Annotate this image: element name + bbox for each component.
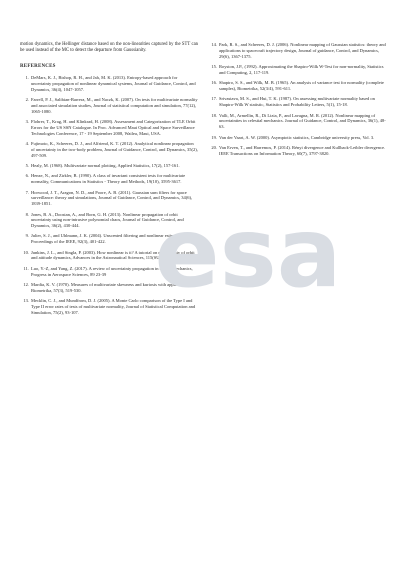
reference-item	[20, 75, 198, 92]
reference-number: 16.	[211, 80, 217, 86]
reference-number: 2.	[25, 96, 29, 102]
reference-number: 18.	[211, 112, 217, 118]
reference-text: Horwood, J. T., Aragon, N. D., and Poore, A. B. (2011). Gaussian sum filters for space surveillance: theory and simulations, Journal of Guidance, Control, and Dynamics, 34(6), 1839-1851.	[31, 189, 193, 207]
reference-text: Park, R. S., and Scheeres, D. J. (2006). Nonlinear mapping of Gaussian statistics: theory and applications to spacecraft trajectory design, Journal of guidance, Control, and Dynamics, 29(6), 1367-1375.	[219, 42, 386, 59]
reference-text: Healy, M. (1968). Multivariate normal plotting, Applied Statistics, 17(2), 157-161.	[31, 162, 180, 168]
reference-text: Luo, Y.-Z, and Yang, Z. (2017). A review of uncertainty propagation in orbital mechanics, Progress in Aerospace Sciences, 89 23-39	[31, 265, 193, 277]
reference-number: 9.	[25, 233, 29, 239]
reference-number: 5.	[25, 162, 29, 168]
reference-number: 8.	[25, 211, 29, 217]
references-heading: REFERENCES	[20, 64, 56, 69]
reference-number: 1.	[25, 75, 29, 80]
reference-number: 4.	[25, 140, 29, 146]
reference-item	[20, 141, 198, 158]
reference-text: Henze, N., and Zirkler, B. (1990). A class of invariant consistent tests for multivariate normality, Communications in Statistics - Theory and Methods, 19(10), 3595-3617.	[31, 173, 186, 185]
reference-item	[20, 233, 198, 245]
reference-list-left	[20, 75, 198, 316]
reference-number: 3.	[25, 118, 29, 124]
reference-number: 10.	[23, 249, 29, 255]
reference-item	[208, 135, 386, 141]
reference-number: 15.	[211, 63, 217, 69]
reference-text: Van Erven, T., and Harremos, P. (2014). Rényi divergence and Kullback-Leibler divergence. IEEE Transactions on Information Theory, 60(7), 3797-3820.	[219, 144, 386, 156]
reference-item	[208, 42, 386, 59]
reference-text: Flohrer, T., Krag, H. and Klinkrad, H. (2008). Assessment and Categorization of TLE Orbit Errors for the US SSN Catalogue. In Proc. Advanced Maui Optical and Space Surveillance Technologies Conference, 17 - 19 September 2008, Wailea, Maui, USA.	[31, 118, 196, 136]
reference-number: 11.	[23, 265, 29, 271]
reference-number: 20.	[211, 144, 217, 150]
reference-item	[20, 250, 198, 262]
reference-item	[208, 64, 386, 76]
reference-text: Royston, J.P., (1992). Approximating the Shapiro-Wilk W-Test for non-normality, Statistics and Computing, 2, 117-119.	[219, 63, 384, 75]
reference-text: Jones, B. A., Doostan, A., and Born, G. H. (2013). Nonlinear propagation of orbit uncertainty using non-intrusive polynomial chaos, Journal of Guidance, Control, and Dynamics, 36(2), 430-444.	[31, 211, 184, 229]
reference-item	[208, 96, 386, 108]
reference-text: Valli, M., Armellin, R., Di Lizia, P., and Lavagna, M. R. (2012). Nonlinear mapping of uncertainties in celestial mechanics. Journal of Guidance, Control, and Dynamics, 36(1), 48-63.	[219, 112, 386, 130]
reference-text: Shapiro, S. S., and Wilk, M. B. (1965). An analysis of variance test for normality (complete samples), Biometrika, 52(3/4), 591-611.	[219, 80, 384, 91]
reference-item	[20, 190, 198, 207]
reference-list-right	[208, 42, 386, 157]
reference-item	[208, 145, 386, 157]
reference-item	[208, 113, 386, 130]
reference-item	[20, 163, 198, 169]
reference-text: Julier, S. J., and Uhlmann, J. K. (2004). Unscented filtering and nonlinear estimation, Proceedings of the IEEE, 92(3), 401-422.	[31, 233, 185, 245]
intro-paragraph: motion dynamics, the Hellinger distance based on the non-linearities captured by the STT can be used instead of the MC to detect the departure from Gaussianity.	[20, 42, 198, 53]
reference-item	[20, 282, 198, 294]
reference-item	[20, 173, 198, 185]
right-column	[208, 42, 386, 161]
left-column	[20, 42, 198, 320]
reference-text: Junkins, J. L., and Singla, P. (2003). How nonlinear is it? A tutorial on nonlinearity of orbit and attitude dynamics, Advances in the Astronautical Sciences, 115(SUPPL.), 1-45.	[31, 249, 195, 261]
reference-text: Fujimoto, K., Scheeres, D. J., and Alfriend, K. T. (2012). Analytical nonlinear propagation of uncertainty in the two-body problem, Journal of Guidance, Control, and Dynamics, 35(2), 497-509.	[31, 140, 198, 158]
reference-item	[20, 119, 198, 136]
reference-number: 17.	[211, 96, 217, 102]
reference-text: Farrell, P. J., Salibian-Barrera, M., and Naczk, K. (2007). On tests for multivariate normality and associated simulation studies, Journal of statistical computation and simulation, 77(12), 1065-1080.	[31, 96, 198, 114]
reference-number: 19.	[211, 134, 217, 140]
reference-text: DeMars, K. J., Bishop, R. H., and Jah, M. K. (2013). Entropy-based approach for uncertainty propagation of nonlinear dynamical systems, Journal of Guidance, Control, and Dynamics, 36(4), 1047-1057.	[31, 75, 196, 92]
reference-text: Srivastava, M. S., and Hui, T. K. (1987). On assessing multivariate normality based on Shapiro-Wilk W statistic, Statistics and Probability Letters, 5(1), 15-18.	[219, 96, 375, 108]
reference-item	[20, 266, 198, 278]
reference-item	[208, 80, 386, 92]
reference-item	[20, 298, 198, 315]
reference-number: 12.	[23, 282, 29, 288]
reference-text: Van der Vaart, A. W. (2000). Asymptotic statistics, Cambridge university press, Vol. 3.	[219, 134, 375, 140]
reference-number: 6.	[25, 173, 29, 179]
reference-item	[20, 97, 198, 114]
reference-number: 14.	[211, 42, 217, 47]
reference-text: Mardia, K. V. (1970). Measures of multivariate skewness and kurtosis with applications, Biometrika, 57(3), 519-530.	[31, 282, 191, 293]
reference-item	[20, 212, 198, 229]
reference-number: 13.	[23, 298, 29, 304]
reference-number: 7.	[25, 189, 29, 195]
reference-text: Mecklin, C. J., and Mundfrom, D. J. (2005). A Monte Carlo comparison of the Type I and Type II error rates of tests of multivariate normality, Journal of Statistical Computation and Simulation, 75(2), 93-107.	[31, 298, 196, 315]
watermark-text: esa	[154, 206, 342, 306]
